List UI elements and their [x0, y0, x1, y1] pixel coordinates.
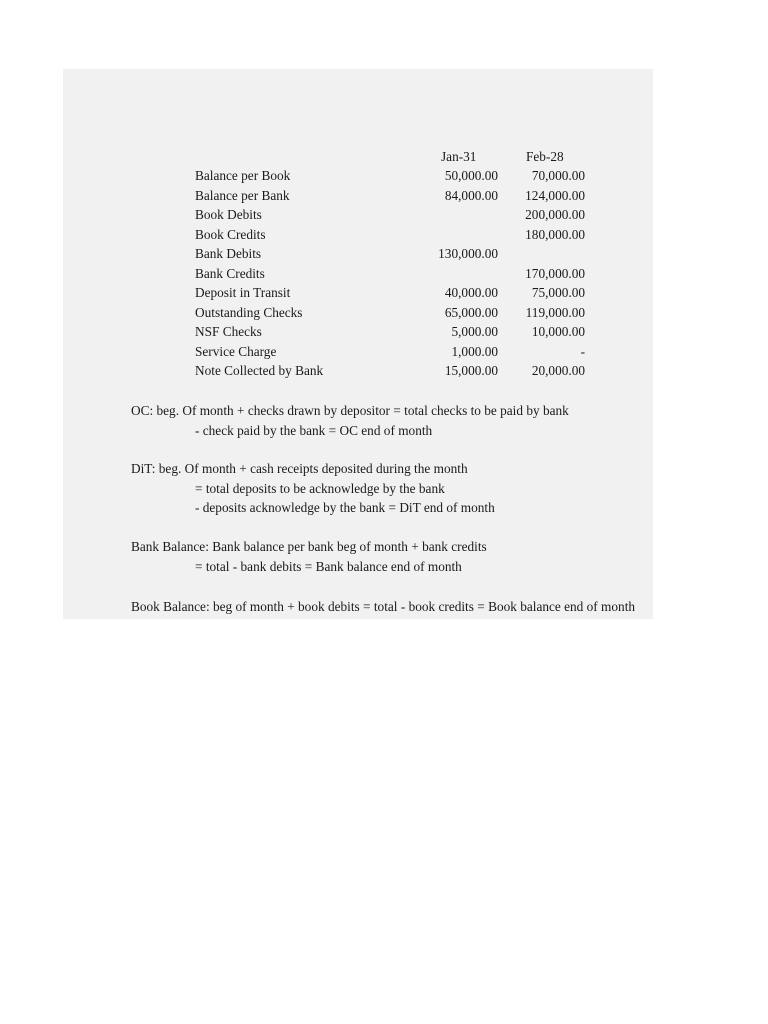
oc-note-line: - check paid by the bank = OC end of month — [195, 422, 433, 438]
feb-value: 200,000.00 — [525, 207, 585, 222]
dit-note-line: = total deposits to be acknowledge by the bank — [195, 480, 445, 496]
table-row — [63, 227, 653, 247]
row-label: Balance per Book — [195, 168, 291, 183]
table-row — [63, 363, 653, 383]
reconciliation-table — [63, 168, 653, 383]
feb-value: 70,000.00 — [531, 168, 585, 183]
row-label: Note Collected by Bank — [195, 363, 324, 378]
jan-value: 1,000.00 — [451, 343, 498, 359]
jan-value: 130,000.00 — [438, 246, 498, 261]
table-row — [63, 285, 653, 305]
book-balance-note — [131, 599, 635, 619]
column-header-feb: Feb-28 — [526, 149, 564, 164]
feb-value: 75,000.00 — [531, 285, 585, 300]
feb-value: - — [580, 343, 585, 359]
jan-value: 65,000.00 — [444, 304, 498, 320]
dit-note-line: - deposits acknowledge by the bank = DiT end of month — [195, 500, 495, 515]
row-label: Bank Debits — [195, 246, 262, 261]
oc-note — [131, 403, 569, 442]
row-label: Outstanding Checks — [195, 304, 303, 320]
spreadsheet-page — [63, 69, 653, 619]
bank-balance-note — [131, 539, 487, 578]
feb-value: 180,000.00 — [525, 226, 585, 242]
row-label: Deposit in Transit — [195, 285, 291, 300]
jan-value: 84,000.00 — [444, 187, 498, 203]
row-label: Book Credits — [195, 226, 266, 242]
feb-value: 119,000.00 — [525, 304, 585, 320]
jan-value: 50,000.00 — [444, 168, 498, 183]
table-row — [63, 168, 653, 188]
table-row — [63, 188, 653, 208]
bank-balance-note-line: = total - bank debits = Bank balance end of month — [195, 558, 462, 574]
table-row — [63, 305, 653, 325]
feb-value: 170,000.00 — [525, 265, 585, 281]
table-row — [63, 324, 653, 344]
table-row — [63, 266, 653, 286]
dit-note — [131, 461, 495, 520]
feb-value: 20,000.00 — [531, 363, 585, 378]
table-row — [63, 246, 653, 266]
row-label: NSF Checks — [195, 324, 262, 339]
table-row — [63, 344, 653, 364]
dit-note-line: DiT: beg. Of month + cash receipts deposited during the month — [131, 461, 468, 476]
row-label: Service Charge — [195, 343, 277, 359]
table-row — [63, 207, 653, 227]
row-label: Book Debits — [195, 207, 262, 222]
feb-value: 124,000.00 — [525, 187, 585, 203]
row-label: Balance per Bank — [195, 187, 290, 203]
jan-value: 5,000.00 — [451, 324, 498, 339]
oc-note-line: OC: beg. Of month + checks drawn by depositor = total checks to be paid by bank — [131, 403, 569, 418]
jan-value: 15,000.00 — [444, 363, 498, 378]
bank-balance-note-line: Bank Balance: Bank balance per bank beg of month + bank credits — [131, 539, 487, 554]
jan-value: 40,000.00 — [444, 285, 498, 300]
book-balance-note-line: Book Balance: beg of month + book debits = total - book credits = Book balance end of month — [131, 599, 636, 614]
feb-value: 10,000.00 — [531, 324, 585, 339]
column-header-jan: Jan-31 — [441, 149, 477, 164]
row-label: Bank Credits — [195, 265, 265, 281]
